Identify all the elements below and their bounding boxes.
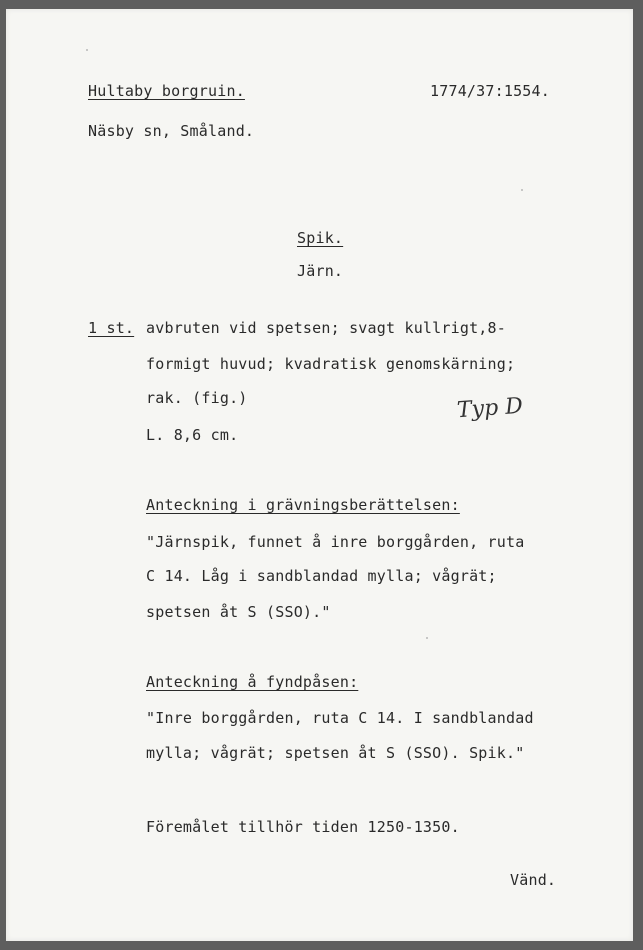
description-length: L. 8,6 cm.	[146, 426, 239, 444]
paper-speck	[426, 637, 428, 639]
excavation-report-heading: Anteckning i grävningsberättelsen:	[146, 496, 460, 514]
paper-speck	[521, 189, 523, 191]
object-name: Spik.	[297, 229, 344, 247]
dating-statement: Föremålet tillhör tiden 1250-1350.	[146, 818, 460, 836]
object-material: Järn.	[297, 262, 344, 280]
site-name: Hultaby borgruin.	[88, 82, 245, 100]
find-bag-heading: Anteckning å fyndpåsen:	[146, 673, 359, 691]
description-line: formigt huvud; kvadratisk genomskärning;	[146, 355, 516, 373]
excavation-report-line: C 14. Låg i sandblandad mylla; vågrät;	[146, 567, 497, 585]
paper-speck	[86, 49, 88, 51]
description-line: rak. (fig.)	[146, 389, 248, 407]
parish-location: Näsby sn, Småland.	[88, 122, 255, 140]
find-bag-line: "Inre borggården, ruta C 14. I sandblandad	[146, 709, 534, 727]
catalog-number: 1774/37:1554.	[430, 82, 550, 100]
index-card	[6, 9, 633, 941]
item-count: 1 st.	[88, 319, 135, 337]
excavation-report-line: spetsen åt S (SSO)."	[146, 603, 331, 621]
handwritten-type-note: Typ D	[456, 393, 524, 424]
find-bag-line: mylla; vågrät; spetsen åt S (SSO). Spik."	[146, 744, 525, 762]
excavation-report-line: "Järnspik, funnet å inre borggården, ruta	[146, 533, 525, 551]
turn-over-note: Vänd.	[510, 871, 557, 889]
description-line: avbruten vid spetsen; svagt kullrigt,8-	[146, 319, 506, 337]
